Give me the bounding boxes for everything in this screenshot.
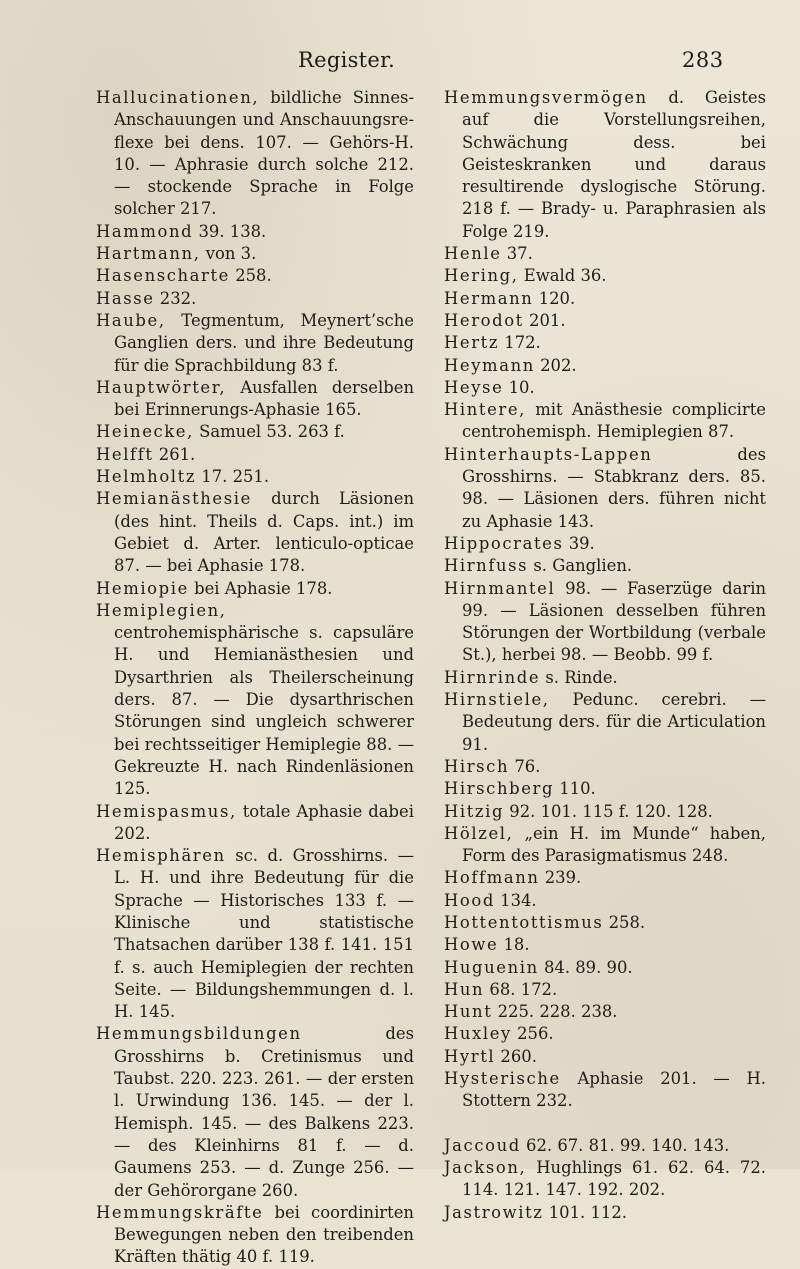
entry-text: 68. 172. [484, 979, 558, 999]
section-gap [444, 1113, 766, 1135]
index-entry [444, 332, 766, 354]
entry-text: 10. [503, 377, 535, 397]
entry-term: Huguenin [444, 957, 539, 977]
entry-term: Hemmungsbildungen [96, 1024, 302, 1044]
entry-term: Hirsch [444, 756, 510, 776]
entry-text: bildliche Sinnes-Anschauungen und Anschauungsre-flexe bei dens. 107. — Gehörs-H. 10. — Aphrasie durch solche 212. — stockende Sprache in Folge solcher 217. [114, 88, 414, 219]
index-entry [444, 979, 766, 1001]
index-entry [96, 87, 414, 221]
entry-text: 120. [533, 288, 576, 308]
index-entry [444, 823, 766, 868]
entry-text: des Grosshirns. — Stabkranz ders. 85. 98. — Läsionen ders. führen nicht zu Aphasie 143. [462, 444, 766, 531]
index-entry [444, 801, 766, 823]
entry-term: Herodot [444, 310, 524, 330]
index-column-left [96, 87, 414, 1269]
entry-text: 76. [509, 756, 541, 776]
entry-term: Helfft [96, 444, 154, 464]
entry-text: 232. [154, 288, 197, 308]
entry-text: 202. [534, 355, 577, 375]
entry-term: Jaccoud [444, 1135, 521, 1155]
entry-term: Jackson, [444, 1157, 527, 1177]
index-entry [444, 1046, 766, 1068]
entry-text: 256. [511, 1024, 554, 1044]
entry-term: Hertz [444, 333, 500, 353]
entry-text: 258. [603, 912, 646, 932]
entry-term: Hoffmann [444, 868, 540, 888]
entry-text: bei Aphasie 178. [188, 578, 333, 598]
entry-term: Hyrtl [444, 1046, 496, 1066]
page-header [0, 48, 800, 82]
index-entry [444, 667, 766, 689]
entry-term: Jastrowitz [444, 1202, 544, 1222]
entry-term: Hood [444, 890, 495, 910]
index-entry [444, 957, 766, 979]
entry-text: Tegmentum, Meynert’sche Ganglien ders. und ihre Bedeutung für die Sprachbildung 83 f. [114, 310, 414, 375]
entry-text: 84. 89. 90. [538, 957, 633, 977]
index-entry [444, 310, 766, 332]
entry-term: Haube, [96, 310, 166, 330]
entry-text: 18. [498, 935, 530, 955]
entry-text: 98. — Faserzüge darin 99. — Läsionen desselben führen Störungen der Wortbildung (verbale St.), herbei 98. — Beobb. 99 f. [462, 578, 766, 665]
index-entry [96, 243, 414, 265]
entry-text: 62. 67. 81. 99. 140. 143. [520, 1135, 730, 1155]
index-entry [444, 756, 766, 778]
entry-text: Aphasie 201. — H. Stottern 232. [462, 1069, 766, 1111]
entry-text: Ewald 36. [518, 266, 607, 286]
index-entry [444, 867, 766, 889]
index-entry [96, 444, 414, 466]
index-entry [96, 1202, 414, 1269]
entry-term: Hauptwörter, [96, 377, 227, 397]
index-entry [444, 399, 766, 444]
index-entry [96, 265, 414, 287]
entry-term: Hemmungskräfte [96, 1202, 264, 1222]
index-entry [96, 801, 414, 846]
entry-text: 39. 138. [193, 221, 267, 241]
entry-text: mit Anästhesie complicirte centrohemisph. Hemiplegien 87. [462, 400, 766, 442]
entry-term: Hippocrates [444, 533, 564, 553]
entry-text: des Grosshirns b. Cretinismus und Taubst. 220. 223. 261. — der ersten l. Urwindung 136. 145. — der l. Hemisph. 145. — des Balkens 223. — des Kleinhirns 81 f. — d. Gaumens 253. — d. Zunge 256. — der Gehörorgane 260. [114, 1024, 414, 1200]
entry-text: sc. d. Grosshirns. — L. H. und ihre Bedeutung für die Sprache — Historisches 133 f. — Klinische und statistische Thatsachen darüber 138 f. 141. 151 f. s. auch Hemiplegien der rechten Seite. — Bildungshemmungen d. l. H. 145. [114, 846, 414, 1022]
entry-text: von 3. [200, 244, 257, 264]
entry-text: 201. [523, 310, 566, 330]
entry-term: Hemiopie [96, 578, 189, 598]
index-entry [444, 578, 766, 667]
entry-text: 39. [563, 533, 595, 553]
entry-term: Hirnstiele, [444, 690, 550, 710]
entry-term: Hemianästhesie [96, 489, 252, 509]
entry-term: Hirnrinde [444, 667, 541, 687]
index-entry [96, 310, 414, 377]
index-entry [444, 288, 766, 310]
index-entry [96, 466, 414, 488]
index-entry [444, 890, 766, 912]
entry-term: Helmholtz [96, 467, 197, 487]
index-entry [96, 578, 414, 600]
entry-term: Howe [444, 935, 499, 955]
entry-text: s. Rinde. [540, 667, 618, 687]
entry-text: 17. 251. [196, 467, 270, 487]
index-entry [444, 377, 766, 399]
entry-term: Hering, [444, 266, 519, 286]
index-entry [444, 555, 766, 577]
entry-term: Hemispasmus, [96, 801, 237, 821]
entry-term: Heinecke, [96, 422, 194, 442]
entry-text: 225. 228. 238. [492, 1002, 618, 1022]
entry-text: s. Ganglien. [528, 556, 633, 576]
index-entry [96, 1023, 414, 1201]
entry-term: Hysterische [444, 1069, 561, 1089]
index-entry [444, 533, 766, 555]
index-entry [444, 1023, 766, 1045]
entry-text: centrohemisphärische s. capsuläre H. und Hemianästhesien und Dysarthrien als Theilerscheinung ders. 87. — Die dysarthrischen Störungen sind ungleich schwerer bei rechtsseitiger Hemiplegie 88. — Gekreuzte H. nach Rindenläsionen 125. [114, 623, 414, 799]
index-entry [444, 1157, 766, 1202]
index-entry [96, 845, 414, 1023]
entry-term: Hirnmantel [444, 578, 556, 598]
entry-text: 261. [153, 444, 196, 464]
entry-text: 134. [494, 890, 537, 910]
index-column-right [444, 87, 766, 1224]
index-entry [96, 421, 414, 443]
entry-term: Hirschberg [444, 779, 555, 799]
entry-text: 260. [495, 1046, 537, 1066]
entry-term: Heyse [444, 377, 504, 397]
entry-text: 92. 101. 115 f. 120. 128. [504, 801, 713, 821]
index-entry [444, 912, 766, 934]
entry-term: Hammond [96, 221, 194, 241]
entry-text: „ein H. im Munde“ haben, Form des Parasigmatismus 248. [462, 823, 766, 866]
entry-text: Pedunc. cerebri. — Bedeutung ders. für die Articulation 91. [462, 690, 766, 754]
entry-text: 239. [539, 868, 582, 888]
entry-term: Hirnfuss [444, 556, 529, 576]
index-entry [444, 1135, 766, 1157]
entry-text: 37. [501, 244, 533, 264]
entry-text: bei coordinirten Bewegungen neben den treibenden Kräften thätig 40 f. 119. [114, 1202, 414, 1267]
index-entry [444, 689, 766, 756]
entry-term: Hemiplegien, [96, 600, 227, 620]
page-number: 283 [682, 48, 724, 72]
entry-text: 258. [229, 266, 272, 286]
entry-term: Hunt [444, 1002, 493, 1022]
entry-term: Hitzig [444, 801, 505, 821]
entry-text: 101. 112. [543, 1202, 627, 1222]
index-entry [444, 87, 766, 243]
index-entry [444, 265, 766, 287]
index-entry [96, 221, 414, 243]
index-entry [96, 600, 414, 801]
entry-term: Hemmungsvermögen [444, 88, 648, 107]
entry-term: Heymann [444, 355, 535, 375]
index-entry [96, 488, 414, 577]
entry-text: durch Läsionen (des hint. Theils d. Caps. int.) im Gebiet d. Arter. lenticulo-opticae 87. — bei Aphasie 178. [114, 489, 414, 576]
entry-text: 110. [554, 779, 596, 799]
entry-term: Henle [444, 244, 502, 264]
index-entry [444, 1202, 766, 1224]
entry-term: Hemisphären [96, 846, 226, 866]
entry-term: Hasse [96, 288, 155, 308]
entry-term: Hintere, [444, 400, 526, 420]
entry-term: Hinterhaupts-Lappen [444, 444, 653, 464]
entry-text: Samuel 53. 263 f. [193, 422, 345, 442]
entry-text: 172. [499, 333, 541, 353]
index-entry [444, 778, 766, 800]
entry-term: Hallucinationen, [96, 88, 260, 107]
index-entry [444, 1001, 766, 1023]
entry-text: Ausfallen derselben bei Erinnerungs-Aphasie 165. [114, 377, 414, 420]
entry-term: Hermann [444, 288, 534, 308]
index-entry [444, 934, 766, 956]
entry-term: Huxley [444, 1024, 512, 1044]
entry-term: Hölzel, [444, 823, 514, 843]
index-entry [96, 377, 414, 422]
entry-term: Hasenscharte [96, 266, 230, 286]
entry-term: Hottentottismus [444, 912, 604, 932]
index-entry [444, 444, 766, 533]
running-title: Register. [298, 48, 396, 72]
entry-text: d. Geistes auf die Vorstellungsreihen, Schwächung dess. bei Geisteskranken und daraus resultirende dyslogische Störung. 218 f. — Brady- u. Paraphrasien als Folge 219. [462, 88, 766, 241]
index-entry [444, 1068, 766, 1113]
entry-term: Hun [444, 979, 485, 999]
index-entry [444, 243, 766, 265]
index-entry [96, 288, 414, 310]
entry-text: Hughlings 61. 62. 64. 72. 114. 121. 147. 192. 202. [462, 1157, 766, 1200]
entry-term: Hartmann, [96, 244, 201, 264]
index-entry [444, 355, 766, 377]
entry-text: totale Aphasie dabei 202. [114, 801, 414, 843]
